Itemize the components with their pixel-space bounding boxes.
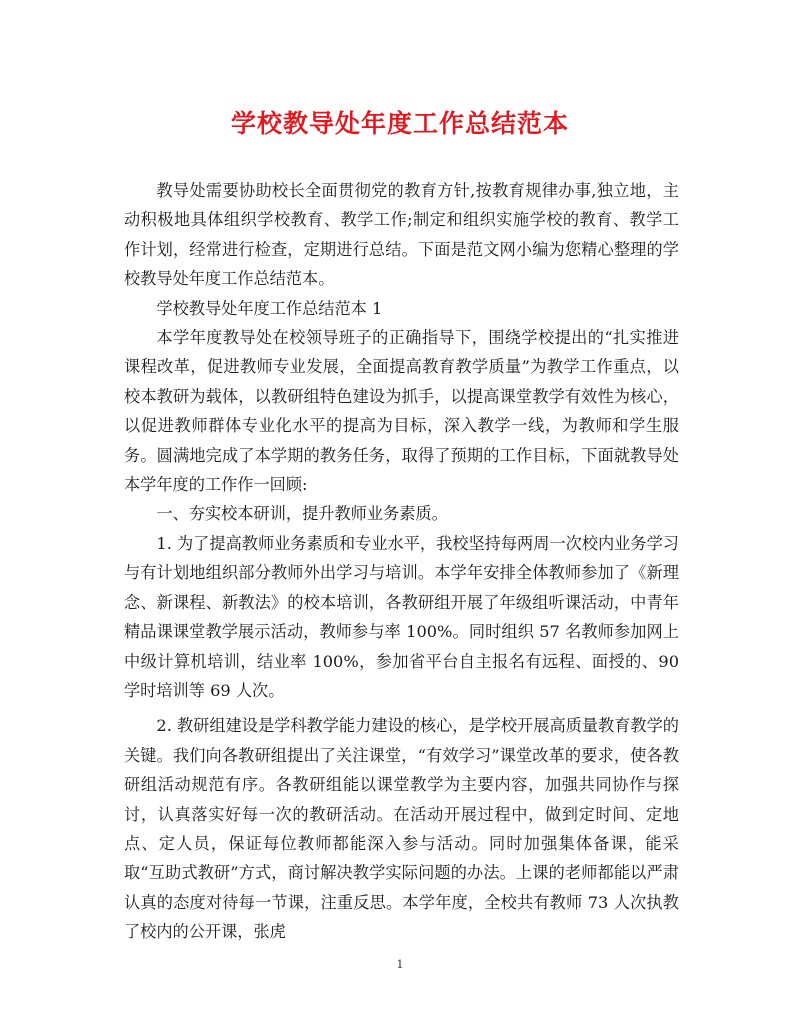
body-paragraph: 1. 为了提高教师业务素质和专业水平，我校坚持每两周一次校内业务学习与有计划地组织部分教师外出学习与培训。本学年安排全体教师参加了《新理念、新课程、新教法》的校本培训，各教研组开展了年级组听课活动，中青年精品课课堂教学展示活动，教师参与率 100%。同时组织 57 名教师参加网上中级计算机培训，结业率 100%，参加省平台自主报名有远程、面授的、90 学时培训等 69 人次。 — [124, 533, 679, 700]
body-paragraph: 本学年度教导处在校领导班子的正确指导下，围绕学校提出的“扎实推进课程改革，促进教师专业发展，全面提高教育教学质量”为教学工作重点，以校本教研为载体，以教研组特色建设为抓手，以提高课堂教学有效性为核心，以促进教师群体专业化水平的提高为目标，深入教学一线，为教师和学生服务。圆满地完成了本学期的教务任务，取得了预期的工作目标，下面就教导处本学年度的工作作一回顾: — [124, 328, 679, 495]
document-body — [124, 176, 679, 947]
section-heading: 一、夯实校本研训，提升教师业务素质。 — [156, 504, 448, 524]
page-number: 1 — [396, 958, 404, 971]
body-paragraph: 2. 教研组建设是学科教学能力建设的核心，是学校开展高质量教育教学的关键。我们向各教研组提出了关注课堂，“有效学习”课堂改革的要求，使各教研组活动规范有序。各教研组能以课堂教学为主要内容，加强共同协作与探讨，认真落实好每一次的教研活动。在活动开展过程中，做到定时间、定地点、定人员，保证每位教师都能深入参与活动。同时加强集体备课，能采取“互助式教研”方式，商讨解决教学实际问题的办法。上课的老师都能以严肃认真的态度对待每一节课，注重反思。本学年度，全校共有教师 73 人次执教了校内的公开课，张虎 — [124, 716, 679, 942]
intro-paragraph: 教导处需要协助校长全面贯彻党的教育方针,按教育规律办事,独立地，主动积极地具体组织学校教育、教学工作;制定和组织实施学校的教育、教学工作计划，经常进行检查，定期进行总结。下面是范文网小编为您精心整理的学校教导处年度工作总结范本。 — [124, 181, 679, 289]
document-title: 学校教导处年度工作总结范本 — [230, 109, 569, 138]
section-heading: 学校教导处年度工作总结范本 1 — [156, 298, 383, 318]
